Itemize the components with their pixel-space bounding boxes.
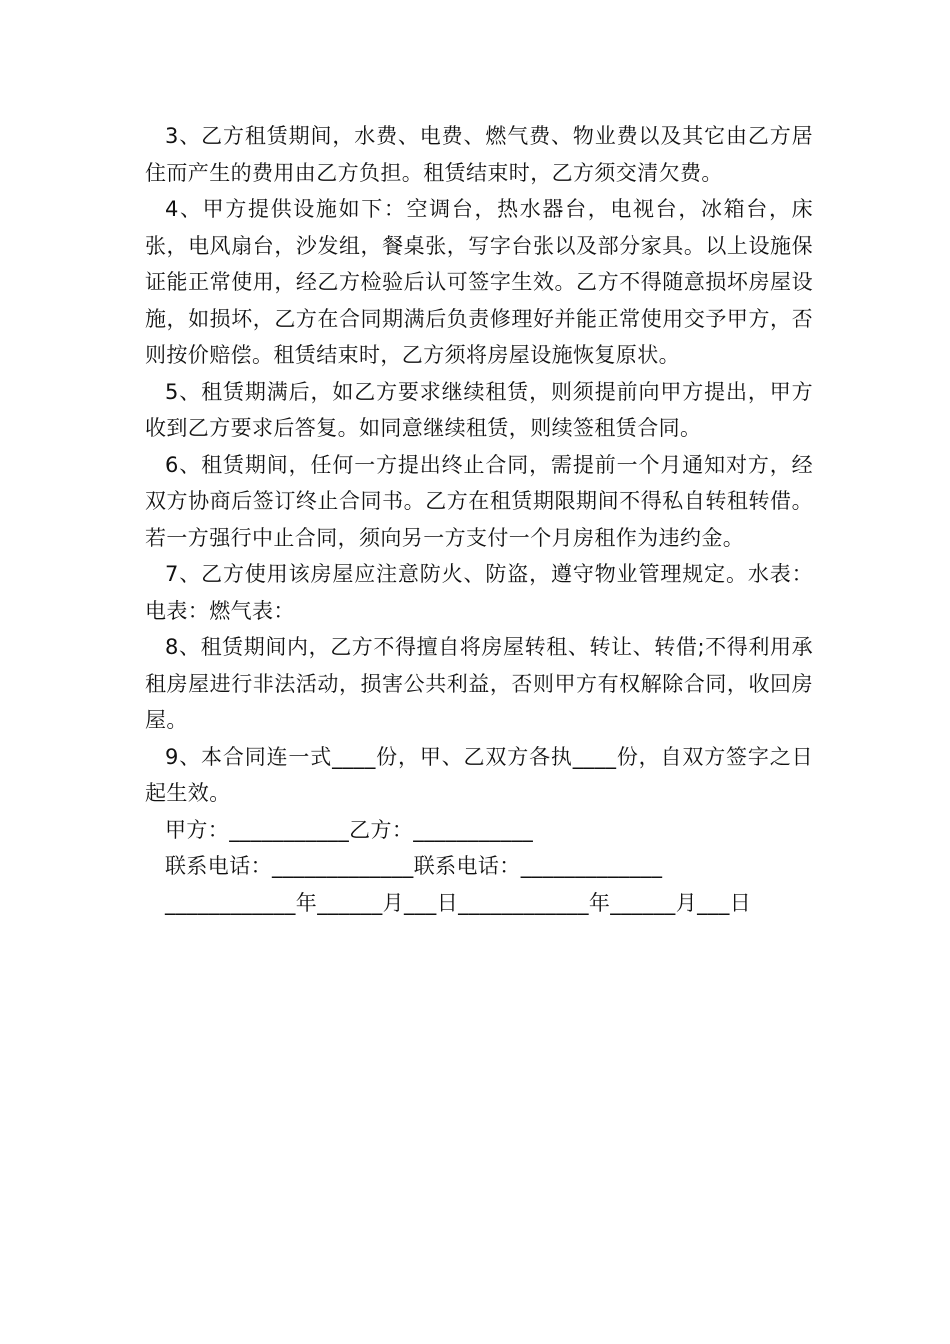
clause-4: 4、甲方提供设施如下：空调台，热水器台，电视台，冰箱台，床张，电风扇台，沙发组，餐桌张，写字台张以及部分家具。以上设施保证能正常使用，经乙方检验后认可签字生效。乙方不得随意损坏房屋设施，如损坏，乙方在合同期满后负责修理好并能正常使用交予甲方，否则按价赔偿。租赁结束时，乙方须将房屋设施恢复原状。	[145, 197, 813, 367]
clause-9: 9、本合同连一式____份，甲、乙双方各执____份，自双方签字之日起生效。	[145, 744, 813, 805]
clause-8: 8、租赁期间内，乙方不得擅自将房屋转租、转让、转借;不得利用承租房屋进行非法活动，损害公共利益，否则甲方有权解除合同，收回房屋。	[145, 635, 813, 732]
clause-7: 7、乙方使用该房屋应注意防火、防盗，遵守物业管理规定。水表：电表：燃气表：	[145, 562, 813, 623]
clause-3: 3、乙方租赁期间，水费、电费、燃气费、物业费以及其它由乙方居住而产生的费用由乙方负担。租赁结束时，乙方须交清欠费。	[145, 124, 813, 185]
signature-phones: 联系电话：_____________联系电话：_____________	[165, 854, 663, 878]
signature-parties: 甲方：___________乙方：___________	[165, 817, 534, 842]
contract-page	[145, 118, 813, 921]
clause-5: 5、租赁期满后，如乙方要求继续租赁，则须提前向甲方提出，甲方收到乙方要求后答复。如同意继续租赁，则续签租赁合同。	[145, 379, 813, 440]
signature-dates: ____________年______月___日____________年______月___日	[165, 890, 752, 915]
clause-6: 6、租赁期间，任何一方提出终止合同，需提前一个月通知对方，经双方协商后签订终止合同书。乙方在租赁期限期间不得私自转租转借。若一方强行中止合同，须向另一方支付一个月房租作为违约金。	[145, 452, 813, 550]
